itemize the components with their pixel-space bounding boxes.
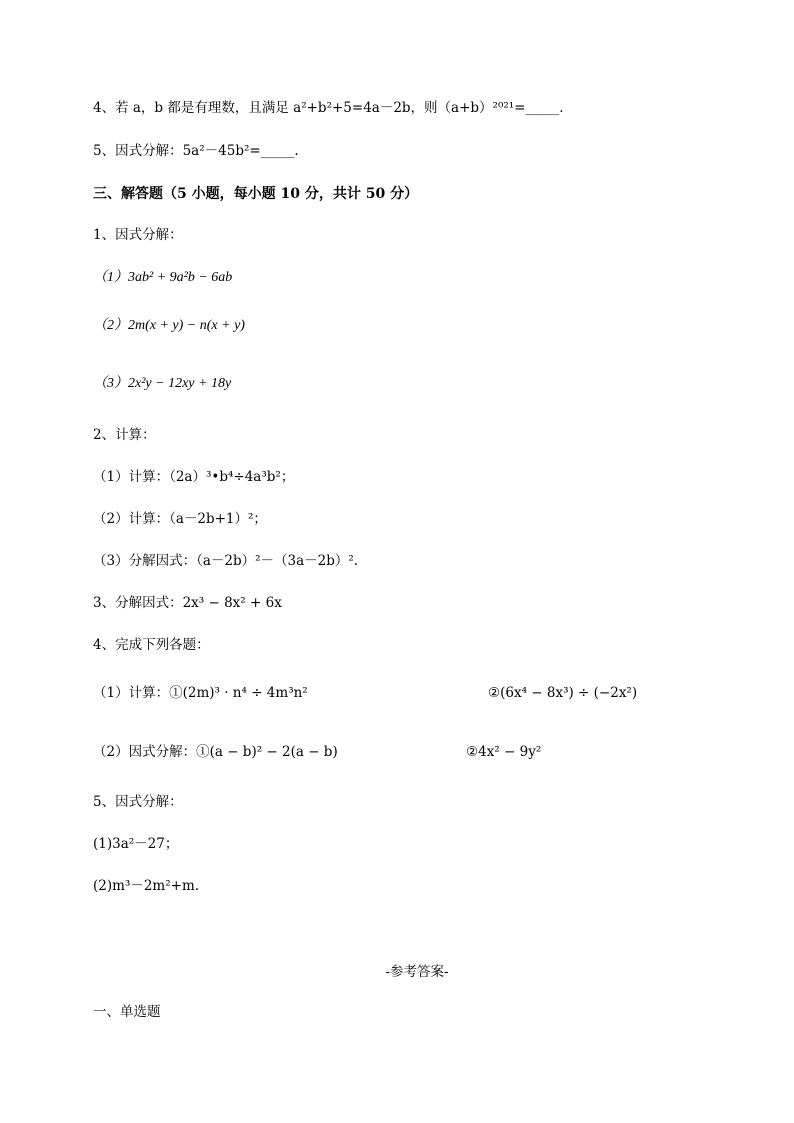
problem-4-part-1a: （1）计算：①(2m)³ · n⁴ ÷ 4m³n²	[93, 685, 308, 701]
answer-section-1: 一、单选题	[93, 1004, 161, 1020]
problem-2-part-1: （1）计算：（2a）³•b⁴÷4a³b²；	[93, 469, 295, 485]
problem-4: 4、完成下列各题：	[93, 637, 210, 653]
question-4: 4、若 a，b 都是有理数，且满足 a²+b²+5=4a－2b，则（a+b）²⁰²¹=_____.	[93, 100, 564, 116]
problem-1-part-1: （1）3ab² + 9a²b − 6ab	[93, 270, 233, 285]
problem-1-part-3: （3）2x²y − 12xy + 18y	[93, 376, 232, 391]
problem-2-part-2: （2）计算：（a－2b+1）²；	[93, 511, 267, 527]
problem-5-part-1: (1)3a²－27；	[93, 836, 179, 852]
problem-4-part-2b: ②4x² − 9y²	[466, 744, 542, 760]
problem-4-part-2a: （2）因式分解：①(a − b)² − 2(a − b)	[93, 744, 338, 760]
problem-2-part-3: （3）分解因式：（a－2b）²－（3a－2b）².	[93, 553, 359, 569]
problem-3: 3、分解因式：2x³ − 8x² + 6x	[93, 595, 282, 611]
problem-5-part-2: (2)m³－2m²+m.	[93, 878, 200, 894]
problem-1-part-2: （2）2m(x + y) − n(x + y)	[93, 318, 245, 333]
problem-2: 2、计算：	[93, 427, 156, 443]
problem-5: 5、因式分解：	[93, 794, 183, 810]
problem-1: 1、因式分解：	[93, 227, 183, 243]
question-5: 5、因式分解：5a²－45b²=_____.	[93, 143, 299, 159]
problem-4-part-1b: ②(6x⁴ − 8x³) ÷ (−2x²)	[488, 685, 638, 701]
section-3-heading: 三、解答题（5 小题，每小题 10 分，共计 50 分）	[93, 186, 419, 202]
answer-heading: -参考答案-	[385, 964, 449, 980]
